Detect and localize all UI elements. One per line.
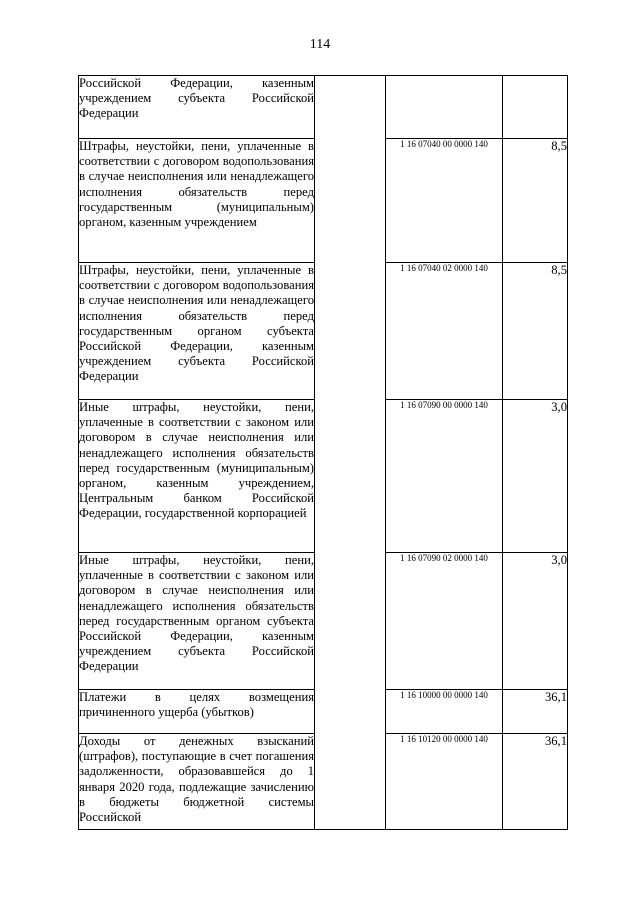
row-code: 1 16 10120 00 0000 140 bbox=[386, 734, 503, 830]
revenue-table bbox=[78, 75, 568, 830]
row-code: 1 16 07040 02 0000 140 bbox=[386, 263, 503, 400]
row-code: 1 16 07090 00 0000 140 bbox=[386, 400, 503, 553]
row-name: Российской Федерации, казенным учреждением субъекта Российской Федерации bbox=[79, 76, 315, 139]
row-name: Доходы от денежных взысканий (штрафов), поступающие в счет погашения задолженности, образовавшейся до 1 января 2020 года, подлежащие зачислению в бюджеты бюджетной системы Российской bbox=[79, 734, 315, 830]
row-amount: 36,1 bbox=[503, 734, 568, 830]
row-name: Штрафы, неустойки, пени, уплаченные в соответствии с договором водопользования в случае неисполнения или ненадлежащего исполнения обязательств перед государственным органом субъекта Российской Федерации, казенным учреждением субъекта Российской Федерации bbox=[79, 263, 315, 400]
row-name: Иные штрафы, неустойки, пени, уплаченные в соответствии с законом или договором в случае неисполнения или ненадлежащего исполнения обязательств перед государственным органом субъекта Российской Федерации, казенным учреждением субъекта Российской Федерации bbox=[79, 553, 315, 690]
row-amount: 8,5 bbox=[503, 263, 568, 400]
row-amount: 3,0 bbox=[503, 400, 568, 553]
row-amount bbox=[503, 76, 568, 139]
table-row bbox=[79, 76, 568, 139]
row-name: Штрафы, неустойки, пени, уплаченные в соответствии с договором водопользования в случае неисполнения или ненадлежащего исполнения обязательств перед государственным (муниципальным) органом, казенным учреждением bbox=[79, 139, 315, 263]
row-code bbox=[386, 76, 503, 139]
row-code: 1 16 07040 00 0000 140 bbox=[386, 139, 503, 263]
row-amount: 3,0 bbox=[503, 553, 568, 690]
row-code: 1 16 10000 00 0000 140 bbox=[386, 690, 503, 734]
page-number: 114 bbox=[309, 37, 331, 52]
row-amount: 8,5 bbox=[503, 139, 568, 263]
row-code: 1 16 07090 02 0000 140 bbox=[386, 553, 503, 690]
empty-column bbox=[315, 76, 386, 830]
row-name: Платежи в целях возмещения причиненного ущерба (убытков) bbox=[79, 690, 315, 734]
row-name: Иные штрафы, неустойки, пени, уплаченные в соответствии с законом или договором в случае неисполнения или ненадлежащего исполнения обязательств перед государственным (муниципальным) органом, казенным учреждением, Центральным банком Российской Федерации, государственной корпорацией bbox=[79, 400, 315, 553]
row-amount: 36,1 bbox=[503, 690, 568, 734]
